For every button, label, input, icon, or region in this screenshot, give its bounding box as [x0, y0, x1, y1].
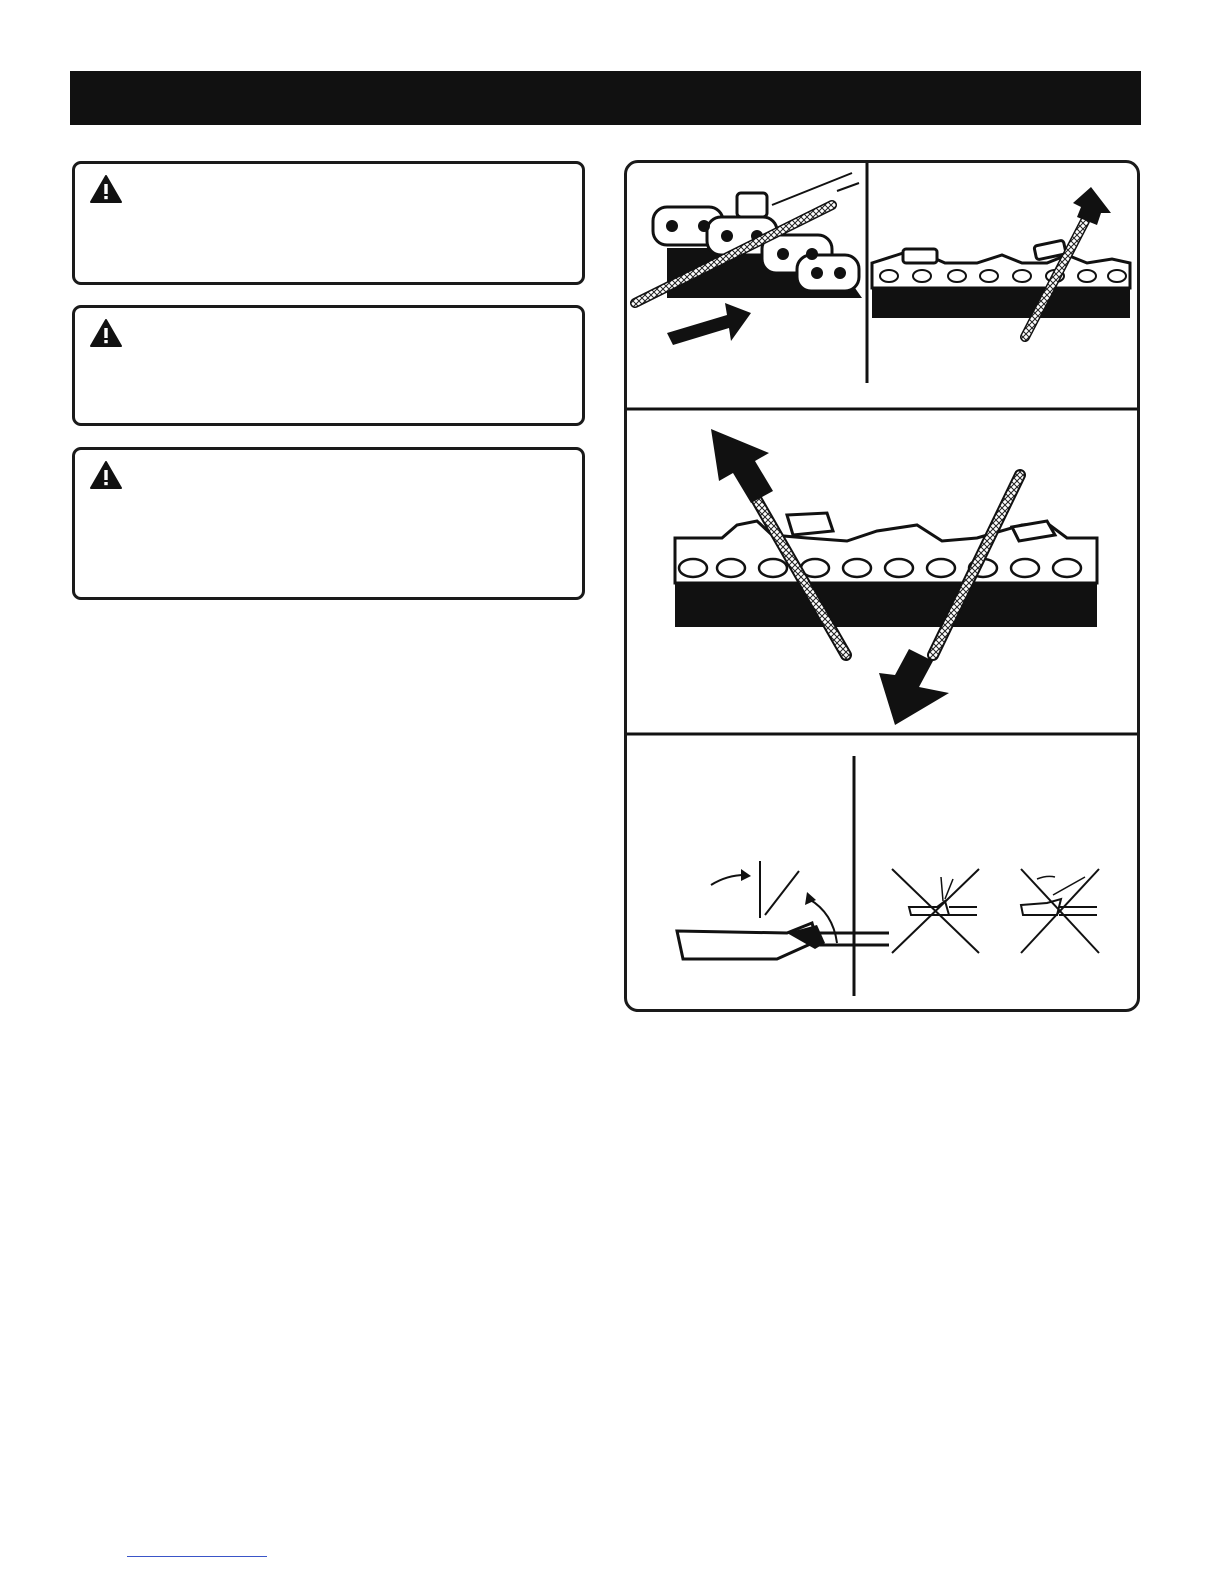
warning-box-2: [72, 305, 585, 426]
footer-link-underline: [127, 1556, 267, 1557]
arrow-down-left-icon: [879, 649, 949, 725]
arrow-push-icon: [667, 303, 751, 345]
arrow-up-icon: [1073, 187, 1111, 225]
fig-b-file-angle-side: [872, 187, 1130, 337]
warning-triangle-icon: [89, 318, 123, 348]
warning-triangle-icon: [89, 174, 123, 204]
fig-e-incorrect-cutter-angles: [892, 869, 1099, 953]
arrow-up-left-icon: [711, 429, 773, 503]
warning-box-3: [72, 447, 585, 600]
incorrect-angle-1: [892, 869, 979, 953]
warning-box-1: [72, 161, 585, 285]
fig-a-file-into-cutter: [635, 173, 862, 345]
chain-sharpening-illustration: [627, 163, 1140, 1012]
fig-c-filing-direction: [675, 429, 1097, 725]
incorrect-angle-2: [1021, 869, 1099, 953]
section-header-bar: [70, 71, 1141, 125]
warning-triangle-icon: [89, 460, 123, 490]
chain-sharpening-figure-panel: [624, 160, 1140, 1012]
fig-d-correct-cutter-angle: [677, 861, 889, 959]
